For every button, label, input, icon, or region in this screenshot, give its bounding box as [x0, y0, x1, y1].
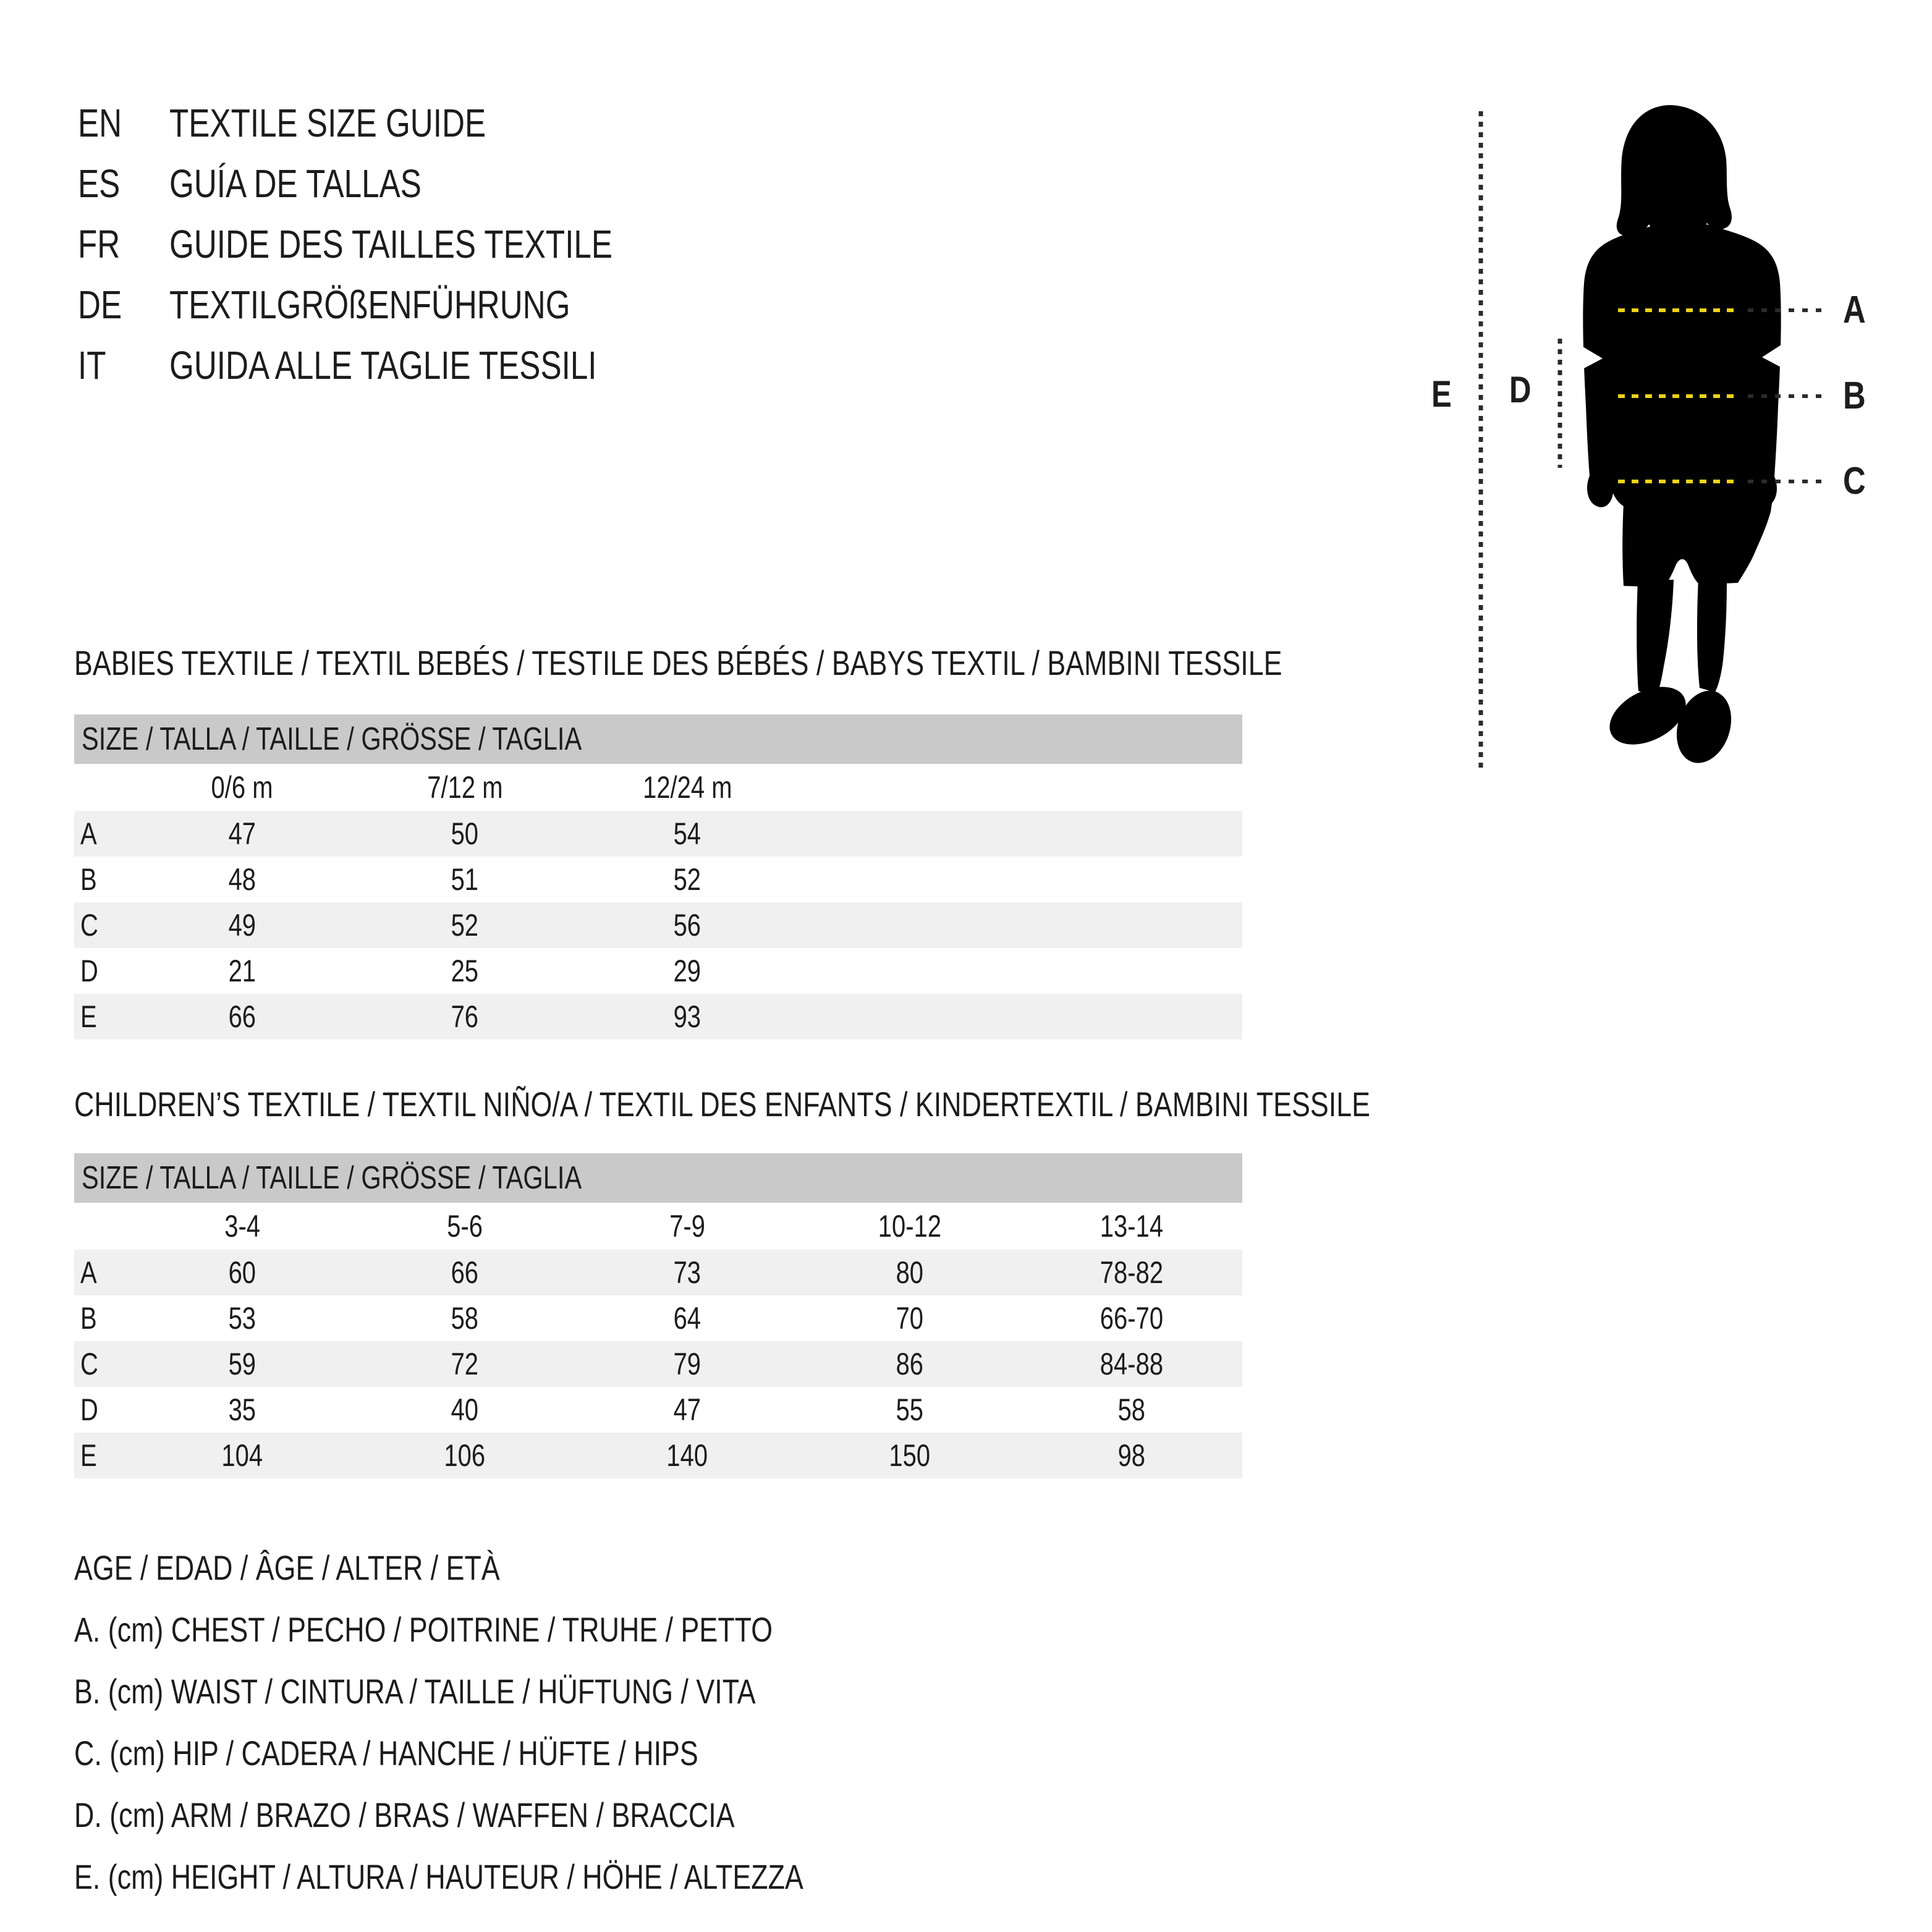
- babies-section-heading-text: BABIES TEXTILE / TEXTIL BEBÉS / TESTILE DES BÉBÉS / BABYS TEXTIL / BAMBINI TESSILE: [74, 643, 1282, 682]
- table-value: 52: [673, 862, 701, 897]
- table-value: 79: [673, 1347, 701, 1381]
- table-value: 52: [451, 908, 479, 943]
- table-value-cell: [1021, 1438, 1242, 1473]
- legend-line-text: E. (cm) HEIGHT / ALTURA / HAUTEUR / HÖHE / ALTEZZA: [74, 1857, 803, 1896]
- table-value: 48: [228, 862, 256, 897]
- legend-line: [74, 1845, 986, 1907]
- table-value-cell: [1021, 1346, 1242, 1382]
- table-value: 72: [451, 1347, 479, 1381]
- table-value: 49: [228, 908, 256, 943]
- row-letter: D: [80, 1392, 98, 1427]
- language-code: IT: [78, 343, 106, 388]
- language-code: FR: [78, 222, 121, 266]
- table-value: 84-88: [1099, 1347, 1164, 1381]
- table-value: 25: [451, 954, 479, 988]
- row-letter-cell: [74, 1392, 131, 1428]
- table-value-cell: [576, 1300, 799, 1336]
- table-value-cell: [131, 1255, 354, 1290]
- row-letter-cell: [74, 953, 131, 989]
- table-value-cell: [354, 999, 576, 1035]
- table-value-cell: [131, 1438, 354, 1473]
- row-letter: E: [80, 1438, 97, 1473]
- table-value-cell: [576, 999, 799, 1035]
- table-value: 66: [451, 1255, 479, 1290]
- babies-size-table: [74, 764, 1242, 1040]
- table-value: 29: [673, 954, 701, 988]
- table-value-cell: [131, 862, 354, 897]
- table-value-cell: [131, 816, 354, 852]
- table-value: 51: [451, 862, 479, 897]
- table-value: 55: [896, 1392, 924, 1427]
- table-value-cell: [354, 953, 576, 989]
- row-letter-cell: [74, 1438, 131, 1473]
- row-letter-cell: [74, 907, 131, 943]
- language-code: ES: [78, 161, 121, 206]
- table-value-cell: [354, 862, 576, 897]
- table-value: 73: [673, 1255, 701, 1290]
- silhouette-torso: [1583, 219, 1781, 511]
- table-row: [74, 902, 1242, 948]
- table-value-cell: [576, 907, 799, 943]
- table-value: 58: [1117, 1392, 1146, 1427]
- table-column-header-cell: [354, 769, 576, 805]
- legend-line: [74, 1722, 986, 1784]
- table-value: 78-82: [1099, 1255, 1164, 1290]
- table-value-cell: [576, 1346, 799, 1382]
- table-value-cell: [131, 1300, 354, 1336]
- measure-label-E: E: [1431, 373, 1452, 415]
- language-title: TEXTILGRÖßENFÜHRUNG: [169, 282, 570, 327]
- row-letter: E: [80, 999, 97, 1034]
- table-value: 104: [221, 1438, 263, 1473]
- table-value: 66-70: [1099, 1301, 1164, 1336]
- table-value: 60: [228, 1255, 256, 1290]
- measure-label-A: A: [1843, 289, 1866, 332]
- measure-label-B: B: [1843, 375, 1866, 418]
- table-value-cell: [354, 1255, 576, 1290]
- silhouette-shorts: [1622, 491, 1774, 587]
- column-header-label: 3-4: [224, 1209, 260, 1244]
- table-value: 47: [673, 1392, 701, 1427]
- legend-line-text: D. (cm) ARM / BRAZO / BRAS / WAFFEN / BRACCIA: [74, 1795, 735, 1834]
- table-value: 98: [1117, 1438, 1146, 1473]
- column-header-label: 7/12 m: [426, 770, 503, 805]
- language-title: TEXTILE SIZE GUIDE: [169, 101, 486, 145]
- language-title: GUIDA ALLE TAGLIE TESSILI: [169, 343, 597, 388]
- table-value-cell: [354, 907, 576, 943]
- table-value: 93: [673, 999, 701, 1034]
- table-value-cell: [576, 816, 799, 852]
- children-size-header-bar: [74, 1153, 1242, 1203]
- table-column-header-row: [74, 764, 1242, 811]
- table-value-cell: [576, 1392, 799, 1428]
- children-section-heading-text: CHILDREN’S TEXTILE / TEXTIL NIÑO/A / TEXTIL DES ENFANTS / KINDERTEXTIL / BAMBINI TESSILE: [74, 1085, 1371, 1124]
- babies-size-header-text: SIZE / TALLA / TAILLE / GRÖSSE / TAGLIA: [82, 721, 582, 757]
- row-letter: B: [80, 1301, 97, 1336]
- table-row: [74, 1433, 1242, 1478]
- silhouette-left-leg: [1637, 580, 1674, 696]
- row-letter: C: [80, 908, 98, 943]
- table-value-cell: [131, 1392, 354, 1428]
- table-value: 59: [228, 1347, 256, 1381]
- table-value-cell: [131, 907, 354, 943]
- table-value-cell: [799, 1438, 1021, 1473]
- legend-line-text: AGE / EDAD / ÂGE / ALTER / ETÀ: [74, 1548, 500, 1587]
- measure-label-D: D: [1509, 368, 1532, 410]
- row-letter-cell: [74, 1255, 131, 1290]
- column-header-label: 7-9: [669, 1209, 705, 1244]
- table-value: 58: [451, 1301, 479, 1336]
- table-column-header-cell: [131, 1208, 354, 1244]
- table-column-header-cell: [799, 1208, 1021, 1244]
- language-code: DE: [78, 282, 122, 327]
- table-value: 21: [228, 954, 256, 988]
- table-value: 66: [228, 999, 256, 1034]
- table-column-header-cell: [576, 1208, 799, 1244]
- table-value: 35: [228, 1392, 256, 1427]
- table-column-header-row: [74, 1203, 1242, 1250]
- children-size-table: [74, 1203, 1242, 1478]
- table-value-cell: [131, 953, 354, 989]
- legend-line: [74, 1784, 986, 1845]
- table-row: [74, 994, 1242, 1040]
- row-letter: C: [80, 1347, 98, 1381]
- language-title: GUIDE DES TAILLES TEXTILE: [169, 222, 613, 266]
- table-value: 80: [896, 1255, 924, 1290]
- table-value: 40: [451, 1392, 479, 1427]
- table-value-cell: [576, 1255, 799, 1290]
- table-value: 53: [228, 1301, 256, 1336]
- table-row: [74, 1387, 1242, 1433]
- measure-label-C: C: [1843, 460, 1866, 503]
- table-value: 70: [896, 1301, 924, 1336]
- row-letter-cell: [74, 816, 131, 852]
- row-letter: A: [80, 816, 97, 851]
- column-header-label: 5-6: [447, 1209, 483, 1244]
- table-value: 86: [896, 1347, 924, 1381]
- table-value-cell: [799, 1346, 1021, 1382]
- babies-size-header-bar: [74, 714, 1242, 764]
- table-row: [74, 857, 1242, 902]
- table-row: [74, 1250, 1242, 1295]
- legend-line: [74, 1660, 986, 1722]
- table-value: 106: [444, 1438, 486, 1473]
- table-row: [74, 1295, 1242, 1341]
- legend-line: [74, 1536, 986, 1598]
- table-value-cell: [131, 1346, 354, 1382]
- table-column-header-cell: [576, 769, 799, 805]
- table-value-cell: [354, 1392, 576, 1428]
- column-header-label: 12/24 m: [642, 770, 732, 805]
- table-column-header-cell: [1021, 1208, 1242, 1244]
- table-value: 56: [673, 908, 701, 943]
- table-value-cell: [1021, 1300, 1242, 1336]
- table-value-cell: [354, 1346, 576, 1382]
- table-value: 140: [666, 1438, 708, 1473]
- table-value-cell: [354, 816, 576, 852]
- child-silhouette: [1580, 105, 1785, 770]
- legend-line-text: A. (cm) CHEST / PECHO / POITRINE / TRUHE / PETTO: [74, 1609, 773, 1649]
- table-value-cell: [576, 1438, 799, 1473]
- row-letter: D: [80, 954, 98, 988]
- row-letter-cell: [74, 1346, 131, 1382]
- silhouette-head: [1617, 105, 1732, 237]
- table-value: 150: [889, 1438, 931, 1473]
- legend-line-text: B. (cm) WAIST / CINTURA / TAILLE / HÜFTUNG / VITA: [74, 1671, 756, 1711]
- language-title: GUÍA DE TALLAS: [169, 161, 422, 206]
- row-letter: B: [80, 862, 97, 897]
- table-value: 64: [673, 1301, 701, 1336]
- column-header-label: 10-12: [878, 1209, 942, 1244]
- babies-section-heading: [74, 643, 1584, 683]
- table-value-cell: [1021, 1392, 1242, 1428]
- table-row: [74, 811, 1242, 857]
- legend-line-text: C. (cm) HIP / CADERA / HANCHE / HÜFTE / HIPS: [74, 1733, 698, 1773]
- row-letter: A: [80, 1255, 97, 1290]
- table-value: 47: [228, 816, 256, 851]
- legend-line: [74, 1598, 986, 1660]
- table-value-cell: [799, 1255, 1021, 1290]
- table-value-cell: [1021, 1255, 1242, 1290]
- measurement-legend: [74, 1536, 986, 1907]
- column-header-label: 13-14: [1099, 1209, 1164, 1244]
- column-header-label: 0/6 m: [211, 770, 274, 805]
- silhouette-right-leg: [1697, 578, 1727, 692]
- table-value-cell: [799, 1300, 1021, 1336]
- children-size-header-text: SIZE / TALLA / TAILLE / GRÖSSE / TAGLIA: [82, 1160, 582, 1196]
- language-code: EN: [78, 101, 122, 145]
- table-column-header-cell: [131, 769, 354, 805]
- table-value-cell: [354, 1438, 576, 1473]
- table-row: [74, 948, 1242, 994]
- row-letter-cell: [74, 862, 131, 897]
- table-value: 76: [451, 999, 479, 1034]
- table-value-cell: [576, 862, 799, 897]
- table-value: 54: [673, 816, 701, 851]
- children-section-heading: [74, 1084, 1694, 1124]
- table-row: [74, 1341, 1242, 1387]
- table-value-cell: [131, 999, 354, 1035]
- row-letter-cell: [74, 1300, 131, 1336]
- table-value-cell: [354, 1300, 576, 1336]
- row-letter-cell: [74, 999, 131, 1035]
- table-column-header-cell: [354, 1208, 576, 1244]
- table-value-cell: [576, 953, 799, 989]
- table-value: 50: [451, 816, 479, 851]
- table-value-cell: [799, 1392, 1021, 1428]
